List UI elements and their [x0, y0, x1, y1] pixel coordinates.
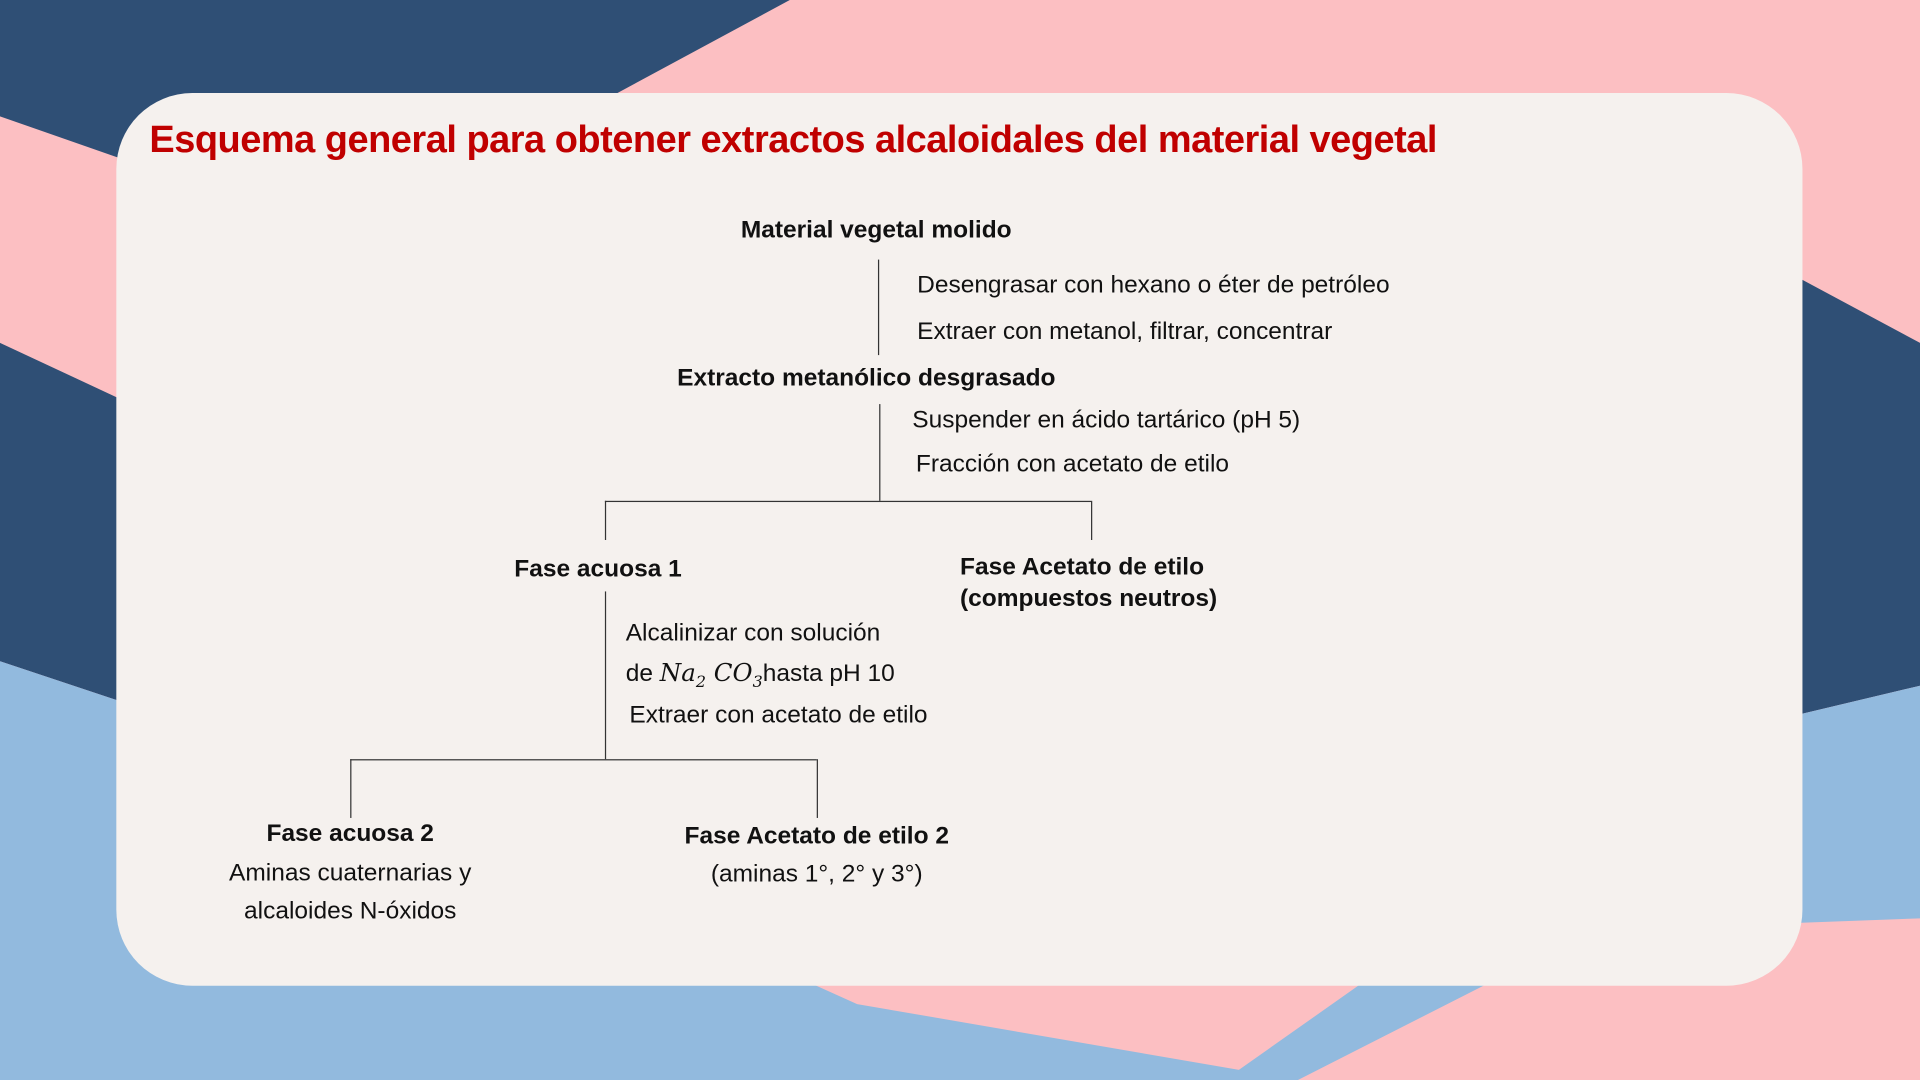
connector-line [605, 591, 606, 759]
step-alkalinize-reagent [626, 656, 895, 699]
ea1-line2: (compuestos neutros) [960, 585, 1218, 613]
node-start: Material vegetal molido [740, 216, 1012, 244]
connector-line [817, 759, 818, 818]
node-aqueous-1: Fase acuosa 1 [514, 555, 682, 583]
connector-line [878, 260, 879, 356]
text: CO [713, 657, 753, 687]
node-ethyl-acetate-2-line1: (aminas 1°, 2° y 3°) [710, 860, 923, 888]
connector-line [605, 501, 1091, 502]
subscript: 2 [695, 673, 706, 692]
step-fraction: Fracción con acetato de etilo [915, 450, 1230, 478]
node-aqueous-2-title: Fase acuosa 2 [266, 820, 434, 848]
text: Na [659, 657, 696, 687]
text: de [625, 660, 653, 687]
node-aqueous-2-line2: alcaloides N-óxidos [244, 897, 457, 925]
node-ethyl-acetate-2-title: Fase Acetato de etilo 2 [684, 822, 949, 850]
connector-line [1091, 501, 1092, 540]
node-ethyl-acetate-1 [960, 551, 1217, 615]
subscript: 3 [752, 673, 763, 692]
step-extract-methanol: Extraer con metanol, filtrar, concentrar [917, 318, 1333, 346]
connector-line [350, 759, 351, 818]
connector-line [350, 759, 817, 760]
connector-line [879, 404, 880, 501]
step-alkalinize: Alcalinizar con solución [625, 619, 881, 647]
node-methanol-extract: Extracto metanólico desgrasado [677, 364, 1056, 392]
text: hasta pH 10 [762, 660, 895, 687]
step-suspend: Suspender en ácido tartárico (pH 5) [912, 406, 1301, 434]
node-aqueous-2-line1: Aminas cuaternarias y [229, 859, 472, 887]
step-extract-ea: Extraer con acetato de etilo [629, 701, 928, 729]
connector-line [605, 501, 606, 540]
formula-na [659, 657, 763, 692]
slide-title: Esquema general para obtener extractos alcaloidales del material vegetal [149, 117, 1437, 161]
step-defat: Desengrasar con hexano o éter de petróleo [917, 271, 1390, 299]
ea1-line1: Fase Acetato de etilo [960, 553, 1205, 581]
